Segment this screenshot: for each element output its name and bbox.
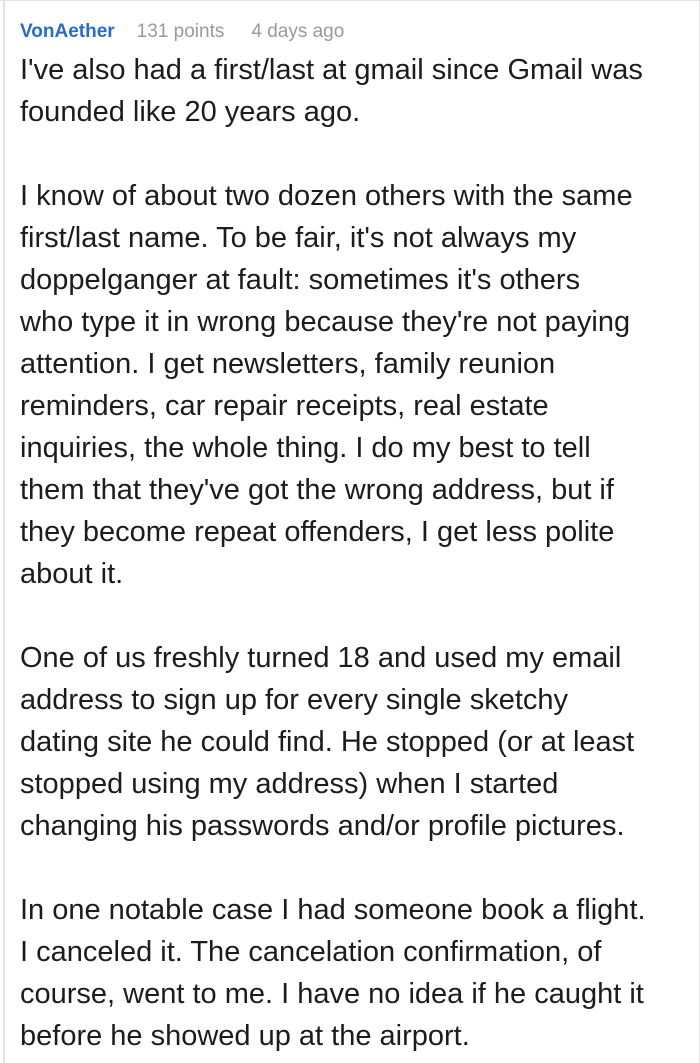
comment-text-line: about it. bbox=[20, 558, 124, 590]
comment-paragraph bbox=[20, 637, 675, 847]
comment-content bbox=[20, 19, 675, 1057]
comment-text-line: founded like 20 years ago. bbox=[20, 96, 361, 128]
comment-text-line: who type it in wrong because they're not paying bbox=[20, 306, 631, 338]
comment-text-line: dating site he could find. He stopped (or at least bbox=[20, 726, 635, 758]
comment-text-line: stopped using my address) when I started bbox=[20, 768, 559, 800]
comment-paragraph bbox=[20, 49, 675, 133]
comment-text-line: first/last name. To be fair, it's not always my bbox=[20, 222, 577, 254]
comment-points: 131 points bbox=[136, 21, 225, 42]
comment-text-line: inquiries, the whole thing. I do my best to tell bbox=[20, 432, 591, 464]
comment-text-line: them that they've got the wrong address, but if bbox=[20, 474, 614, 506]
comment-text-line: they become repeat offenders, I get less polite bbox=[20, 516, 615, 548]
comment-thread-line bbox=[3, 1, 5, 1063]
comment-text-line: before he showed up at the airport. bbox=[20, 1020, 470, 1052]
comment-text-line: I've also had a first/last at gmail since Gmail was bbox=[20, 54, 643, 86]
comment-text-line: address to sign up for every single sketchy bbox=[20, 684, 569, 716]
comment-text-line: reminders, car repair receipts, real estate bbox=[20, 390, 549, 422]
comment-text-line: attention. I get newsletters, family reunion bbox=[20, 348, 556, 380]
comment-timestamp: 4 days ago bbox=[251, 21, 345, 42]
comment-header bbox=[20, 19, 675, 45]
comment-author-link[interactable]: VonAether bbox=[20, 21, 115, 42]
comment-paragraph bbox=[20, 889, 675, 1057]
comment-paragraph bbox=[20, 175, 675, 595]
comment-text-line: In one notable case I had someone book a flight. bbox=[20, 894, 646, 926]
comment-text-line: I canceled it. The cancelation confirmation, of bbox=[20, 936, 602, 968]
comment-text-line: doppelganger at fault: sometimes it's others bbox=[20, 264, 581, 296]
comment-body bbox=[20, 49, 675, 1057]
comment-text-line: changing his passwords and/or profile pictures. bbox=[20, 810, 625, 842]
comment-text-line: I know of about two dozen others with the same bbox=[20, 180, 633, 212]
comment-text-line: course, went to me. I have no idea if he caught it bbox=[20, 978, 644, 1010]
comment-text-line: One of us freshly turned 18 and used my email bbox=[20, 642, 622, 674]
